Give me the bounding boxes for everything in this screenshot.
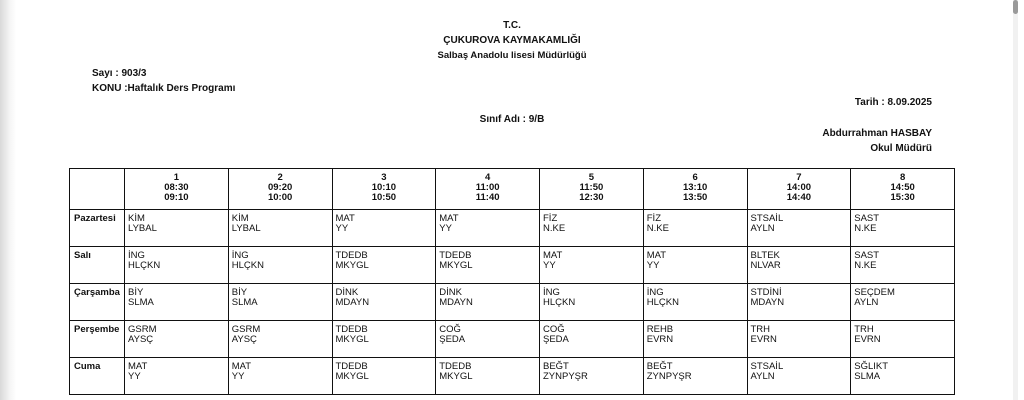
course-code: GSRM xyxy=(128,324,157,335)
lesson-cell xyxy=(643,358,747,395)
teacher-code: HLÇKN xyxy=(646,297,679,308)
course-code: REHB xyxy=(646,324,674,335)
lesson-cell xyxy=(436,284,540,321)
lesson-cell xyxy=(851,247,955,284)
period-no: 4 xyxy=(484,172,491,183)
lesson-cell xyxy=(540,321,644,358)
period-end: 14:40 xyxy=(786,192,812,203)
document-date: Tarih : 8.09.2025 xyxy=(854,97,932,108)
teacher-code: HLÇKN xyxy=(231,260,264,271)
course-code: SĞLIKT xyxy=(854,361,889,372)
page-edge xyxy=(0,0,16,400)
teacher-code: ZYNPYŞR xyxy=(646,371,692,382)
lesson-cell xyxy=(747,210,851,247)
document-number: Sayı : 903/3 xyxy=(92,68,147,79)
lesson-cell xyxy=(436,210,540,247)
teacher-code: EVRN xyxy=(750,334,777,345)
course-code: BLTEK xyxy=(750,250,780,261)
course-code: TDEDB xyxy=(335,250,368,261)
teacher-code: MKYGL xyxy=(335,260,369,271)
lesson-cell xyxy=(228,247,332,284)
header-line-tc: T.C. xyxy=(503,20,521,31)
lesson-cell xyxy=(643,321,747,358)
period-end: 13:50 xyxy=(682,192,708,203)
course-code: TRH xyxy=(750,324,771,335)
course-code: MAT xyxy=(543,250,563,261)
lesson-cell xyxy=(436,358,540,395)
teacher-code: AYLN xyxy=(750,371,775,382)
course-code: MAT xyxy=(231,361,252,372)
teacher-code: AYLN xyxy=(854,297,879,308)
day-name: Salı xyxy=(70,247,125,284)
period-end: 12:30 xyxy=(579,192,604,203)
lesson-cell xyxy=(643,247,747,284)
teacher-code: LYBAL xyxy=(231,223,261,234)
period-no: 6 xyxy=(692,172,698,183)
principal-name: Abdurrahman HASBAY xyxy=(822,128,932,139)
teacher-code: LYBAL xyxy=(128,223,157,234)
lesson-cell xyxy=(228,358,332,395)
period-start: 09:20 xyxy=(267,182,293,193)
teacher-code: N.KE xyxy=(646,223,669,234)
lesson-cell xyxy=(228,321,332,358)
teacher-code: ŞEDA xyxy=(439,334,466,345)
lesson-cell xyxy=(643,210,747,247)
teacher-code: MKYGL xyxy=(439,371,473,382)
teacher-code: SLMA xyxy=(854,371,881,382)
teacher-code: MDAYN xyxy=(439,297,473,308)
lesson-cell xyxy=(643,284,747,321)
course-code: TDEDB xyxy=(439,250,472,261)
period-no: 3 xyxy=(381,172,387,183)
period-start: 10:10 xyxy=(371,182,397,193)
lesson-cell xyxy=(332,210,436,247)
course-code: TRH xyxy=(854,324,874,335)
lesson-cell xyxy=(851,284,955,321)
period-start: 11:00 xyxy=(475,182,500,193)
period-end: 10:50 xyxy=(371,192,397,203)
day-row xyxy=(70,284,955,321)
teacher-code: N.KE xyxy=(854,260,877,271)
course-code: TDEDB xyxy=(439,361,472,372)
teacher-code: ZYNPYŞR xyxy=(543,371,588,382)
day-row xyxy=(70,321,955,358)
teacher-code: MKYGL xyxy=(335,371,369,382)
teacher-code: YY xyxy=(439,223,452,234)
course-code: MAT xyxy=(128,361,148,372)
lesson-cell xyxy=(125,284,229,321)
lesson-cell xyxy=(851,358,955,395)
lesson-cell xyxy=(747,247,851,284)
day-row xyxy=(70,247,955,284)
course-code: BEĞT xyxy=(543,361,569,372)
course-code: GSRM xyxy=(231,324,261,335)
course-code: BEĞT xyxy=(646,361,673,372)
teacher-code: YY xyxy=(543,260,556,271)
lesson-cell xyxy=(540,358,644,395)
course-code: SEÇDEM xyxy=(854,287,895,298)
period-start: 14:50 xyxy=(890,182,915,193)
teacher-code: MDAYN xyxy=(335,297,370,308)
document-subject: KONU :Haftalık Ders Programı xyxy=(92,83,236,94)
period-header xyxy=(332,169,436,210)
course-code: TDEDB xyxy=(335,324,368,335)
day-name: Cuma xyxy=(70,358,125,395)
period-header xyxy=(851,169,955,210)
teacher-code: NLVAR xyxy=(750,260,781,271)
teacher-code: SLMA xyxy=(231,297,258,308)
lesson-cell xyxy=(540,284,644,321)
course-code: KİM xyxy=(128,213,145,224)
schedule-body xyxy=(70,210,955,395)
teacher-code: YY xyxy=(231,371,245,382)
course-code: MAT xyxy=(335,213,355,224)
course-code: STSAİL xyxy=(750,213,784,224)
lesson-cell xyxy=(851,210,955,247)
day-name: Pazartesi xyxy=(70,210,125,247)
lesson-cell xyxy=(747,358,851,395)
teacher-code: YY xyxy=(646,260,660,271)
course-code: BİY xyxy=(128,287,144,298)
teacher-code: AYSÇ xyxy=(128,334,154,345)
teacher-code: HLÇKN xyxy=(128,260,161,271)
principal-title: Okul Müdürü xyxy=(870,143,932,154)
day-name: Perşembe xyxy=(70,321,125,358)
day-name: Çarşamba xyxy=(70,284,125,321)
period-header xyxy=(747,169,851,210)
lesson-cell xyxy=(540,247,644,284)
lesson-cell xyxy=(436,247,540,284)
course-code: FİZ xyxy=(543,213,558,224)
period-no: 2 xyxy=(277,172,283,183)
lesson-cell xyxy=(125,358,229,395)
corner-cell xyxy=(70,169,125,210)
course-code: MAT xyxy=(439,213,459,224)
period-start: 11:50 xyxy=(579,182,604,193)
period-header xyxy=(125,169,229,210)
course-code: TDEDB xyxy=(335,361,368,372)
course-code: SAST xyxy=(854,250,880,261)
teacher-code: SLMA xyxy=(128,297,154,308)
lesson-cell xyxy=(747,284,851,321)
day-row xyxy=(70,358,955,395)
course-code: İNG xyxy=(543,287,560,298)
scrollbar-thumb[interactable] xyxy=(1013,0,1018,14)
period-header xyxy=(643,169,747,210)
period-no: 5 xyxy=(588,172,595,183)
class-name: Sınıf Adı : 9/B xyxy=(479,114,545,125)
header-line-school: Salbaş Anadolu lisesi Müdürlüğü xyxy=(437,50,587,61)
teacher-code: AYSÇ xyxy=(231,334,257,345)
day-row xyxy=(70,210,955,247)
teacher-code: MDAYN xyxy=(750,297,785,308)
lesson-cell xyxy=(332,284,436,321)
lesson-cell xyxy=(228,210,332,247)
course-code: DİNK xyxy=(439,287,462,298)
course-code: İNG xyxy=(231,250,249,261)
teacher-code: EVRN xyxy=(646,334,674,345)
course-code: SAST xyxy=(854,213,880,224)
period-header xyxy=(436,169,540,210)
course-code: COĞ xyxy=(439,324,461,335)
period-header xyxy=(228,169,332,210)
teacher-code: ŞEDA xyxy=(543,334,569,345)
lesson-cell xyxy=(125,210,229,247)
lesson-cell xyxy=(747,321,851,358)
period-start: 13:10 xyxy=(682,182,708,193)
period-end: 09:10 xyxy=(164,192,189,203)
teacher-code: EVRN xyxy=(854,334,881,345)
lesson-cell xyxy=(125,247,229,284)
teacher-code: MKYGL xyxy=(335,334,369,345)
course-code: İNG xyxy=(646,287,664,298)
course-code: COĞ xyxy=(543,324,565,335)
lesson-cell xyxy=(228,284,332,321)
period-no: 7 xyxy=(796,172,802,183)
lesson-cell xyxy=(332,247,436,284)
teacher-code: AYLN xyxy=(750,223,775,234)
lesson-cell xyxy=(125,321,229,358)
period-no: 1 xyxy=(173,172,180,183)
period-header xyxy=(540,169,644,210)
header-line-kaymakamlik: ÇUKUROVA KAYMAKAMLIĞI xyxy=(443,35,581,46)
teacher-code: YY xyxy=(128,371,141,382)
course-code: FİZ xyxy=(646,213,661,224)
course-code: KİM xyxy=(231,213,249,224)
lesson-cell xyxy=(540,210,644,247)
period-header-row xyxy=(70,169,955,210)
lesson-cell xyxy=(436,321,540,358)
teacher-code: YY xyxy=(335,223,349,234)
course-code: DİNK xyxy=(335,287,359,298)
teacher-code: HLÇKN xyxy=(543,297,576,308)
course-code: BİY xyxy=(231,287,248,298)
weekly-schedule-table xyxy=(69,168,955,395)
course-code: STSAİL xyxy=(750,361,784,372)
lesson-cell xyxy=(851,321,955,358)
period-end: 15:30 xyxy=(890,192,915,203)
lesson-cell xyxy=(332,358,436,395)
course-code: İNG xyxy=(128,250,145,261)
teacher-code: MKYGL xyxy=(439,260,473,271)
period-start: 14:00 xyxy=(786,182,812,193)
teacher-code: N.KE xyxy=(543,223,566,234)
period-end: 11:40 xyxy=(475,192,500,203)
course-code: STDİNİ xyxy=(750,287,782,298)
teacher-code: N.KE xyxy=(854,223,877,234)
period-start: 08:30 xyxy=(164,182,189,193)
course-code: MAT xyxy=(646,250,667,261)
period-end: 10:00 xyxy=(267,192,293,203)
period-no: 8 xyxy=(899,172,906,183)
lesson-cell xyxy=(332,321,436,358)
vertical-scrollbar[interactable] xyxy=(1013,0,1018,400)
